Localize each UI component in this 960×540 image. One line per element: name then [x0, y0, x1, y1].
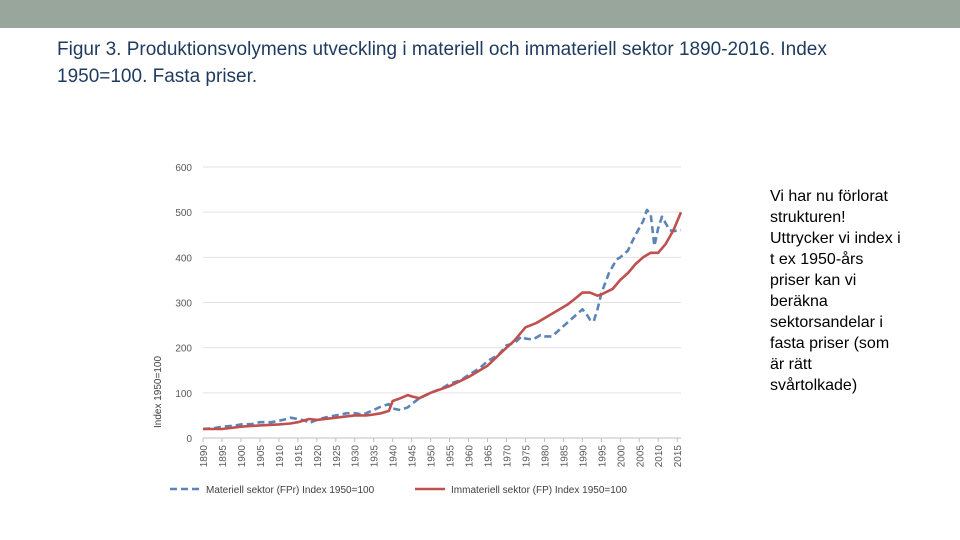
x-tick-label: 1955 — [445, 445, 457, 468]
y-tick-label: 400 — [175, 253, 192, 265]
side-note: Vi har nu förlorat strukturen! Uttrycker vi index i t ex 1950-års priser kan vi beräkna sektorsandelar i fasta priser (som är rätt svårtolkade) — [770, 188, 901, 394]
x-tick-label: 1985 — [559, 445, 571, 468]
y-tick-label: 100 — [175, 388, 192, 400]
y-tick-label: 600 — [175, 163, 192, 174]
y-tick-label: 0 — [186, 434, 192, 445]
y-tick-label: 300 — [175, 298, 192, 310]
x-tick-label: 1980 — [540, 445, 552, 468]
x-tick-label: 1925 — [331, 445, 343, 468]
x-tick-label: 1950 — [426, 445, 438, 468]
x-tick-label: 2010 — [654, 445, 666, 468]
x-tick-label: 1915 — [293, 445, 305, 468]
x-tick-label: 1945 — [407, 445, 419, 468]
y-tick-label: 200 — [175, 343, 192, 355]
x-tick-label: 1900 — [236, 445, 248, 468]
series-line-materiell — [203, 210, 681, 429]
x-tick-label: 2015 — [673, 445, 685, 468]
x-tick-label: 1965 — [483, 445, 495, 468]
x-tick-label: 1970 — [502, 445, 514, 468]
x-tick-label: 1930 — [350, 445, 362, 468]
x-tick-label: 1940 — [388, 445, 400, 468]
line-chart — [148, 152, 693, 507]
x-tick-label: 1995 — [597, 445, 609, 468]
x-tick-label: 1890 — [199, 445, 210, 468]
slide-title: Figur 3. Produktionsvolymens utveckling i materiell och immateriell sektor 1890-2016. Index 1950=100. Fasta priser. — [57, 39, 827, 87]
x-tick-label: 1975 — [521, 445, 533, 468]
x-tick-label: 1935 — [369, 445, 381, 468]
x-tick-label: 2005 — [635, 445, 647, 468]
x-tick-label: 1905 — [255, 445, 267, 468]
x-tick-label: 1895 — [217, 445, 229, 468]
x-tick-label: 1990 — [578, 445, 590, 468]
slide-top-bar — [0, 0, 960, 28]
series-line-immateriell — [203, 212, 681, 429]
y-tick-label: 500 — [175, 208, 192, 220]
x-tick-label: 1920 — [312, 445, 324, 468]
y-axis-label: Index 1950=100 — [153, 355, 164, 429]
x-tick-label: 1960 — [464, 445, 476, 468]
x-tick-label: 1910 — [274, 445, 286, 468]
legend-label: Materiell sektor (FPr) Index 1950=100 — [206, 485, 375, 496]
legend-label: Immateriell sektor (FP) Index 1950=100 — [451, 485, 627, 496]
x-tick-label: 2000 — [616, 445, 628, 468]
